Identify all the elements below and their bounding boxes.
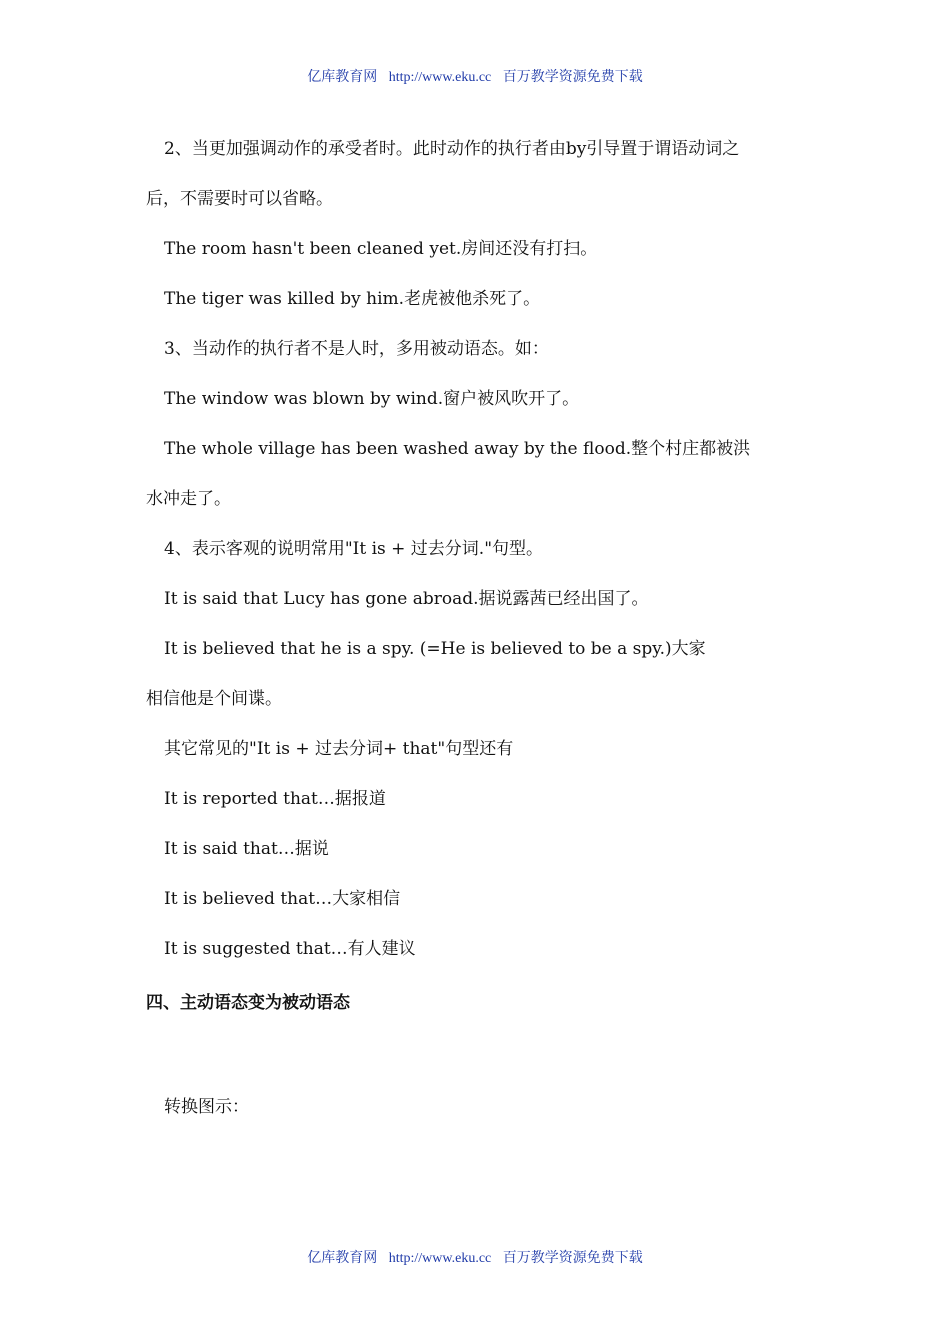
pattern-item: It is suggested that…有人建议 [164, 939, 416, 959]
example-6-line-1: It is believed that he is a spy. (=He is believed to be a spy.)大家 [164, 639, 706, 659]
example-2: The tiger was killed by him.老虎被他杀死了。 [164, 289, 541, 309]
example-1: The room hasn't been cleaned yet.房间还没有打扫。 [164, 239, 598, 259]
footer-site-name: 亿库教育网 [307, 1251, 378, 1266]
page-header [0, 66, 950, 86]
header-url[interactable]: http://www.eku.cc [388, 70, 492, 85]
rule-3: 3、当动作的执行者不是人时，多用被动语态。如： [164, 339, 549, 359]
header-slogan: 百万教学资源免费下载 [502, 70, 643, 85]
header-site-name: 亿库教育网 [307, 70, 378, 85]
pattern-item: It is said that…据说 [164, 839, 329, 859]
other-patterns-intro: 其它常见的"It is + 过去分词+ that"句型还有 [164, 739, 514, 759]
pattern-item: It is reported that…据报道 [164, 789, 386, 809]
example-5: It is said that Lucy has gone abroad.据说露茜已经出国了。 [164, 589, 649, 609]
page-footer [0, 1247, 950, 1267]
example-4-line-2: 水冲走了。 [146, 489, 231, 509]
rule-2-line-1: 2、当更加强调动作的承受者时。此时动作的执行者由by引导置于谓语动词之 [164, 139, 740, 159]
rule-4: 4、表示客观的说明常用"It is + 过去分词."句型。 [164, 539, 544, 559]
rule-2-line-2: 后，不需要时可以省略。 [146, 189, 333, 209]
example-6-line-2: 相信他是个间谍。 [146, 689, 282, 709]
example-3: The window was blown by wind.窗户被风吹开了。 [164, 389, 580, 409]
pattern-item: It is believed that…大家相信 [164, 889, 401, 909]
section-heading: 四、主动语态变为被动语态 [146, 993, 350, 1013]
footer-slogan: 百万教学资源免费下载 [502, 1251, 643, 1266]
footer-url[interactable]: http://www.eku.cc [388, 1251, 492, 1266]
diagram-label: 转换图示： [164, 1097, 249, 1117]
document-body [146, 124, 810, 1132]
example-4-line-1: The whole village has been washed away by the flood.整个村庄都被洪 [164, 439, 751, 459]
